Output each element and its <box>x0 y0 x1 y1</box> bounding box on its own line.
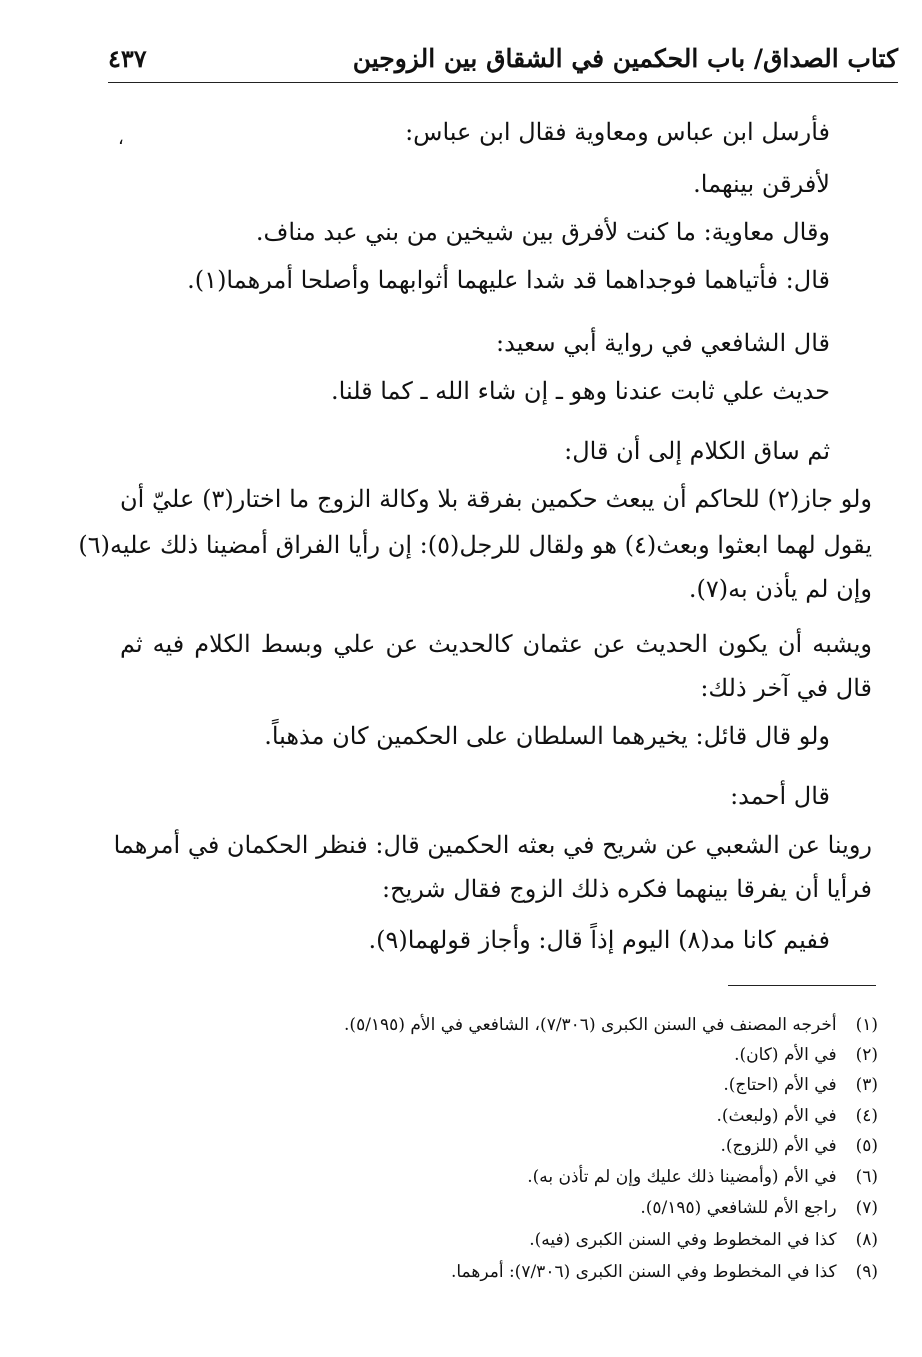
footnote-text: راجع الأم للشافعي (٥/١٩٥). <box>640 1198 837 1218</box>
footnote-text: في الأم (كان). <box>734 1045 837 1065</box>
text-line: روينا عن الشعبي عن شريح في بعثه الحكمين قال: فنظر الحكمان في أمرهما <box>113 831 872 859</box>
footnote-text: كذا في المخطوط وفي السنن الكبرى (٧/٣٠٦): أمرهما. <box>450 1262 837 1282</box>
footnote <box>723 1073 878 1097</box>
text-line: قال أحمد: <box>730 782 830 810</box>
header-rule <box>108 82 898 83</box>
text-line: وإن لم يأذن به(٧). <box>688 575 872 603</box>
footnote-number: (١) <box>855 1015 878 1035</box>
text-line: ويشبه أن يكون الحديث عن عثمان كالحديث عن علي وبسط الكلام فيه ثم <box>120 630 872 658</box>
footnote <box>451 1260 878 1284</box>
footnote-text: أخرجه المصنف في السنن الكبرى (٧/٣٠٦)، الشافعي في الأم (٥/١٩٥). <box>344 1015 837 1035</box>
footnote-number: (٤) <box>855 1106 878 1126</box>
footnote-number: (٨) <box>855 1230 878 1250</box>
text-line: قال الشافعي في رواية أبي سعيد: <box>496 329 830 357</box>
footnote-text: في الأم (للزوج). <box>720 1136 837 1156</box>
text-line: يقول لهما ابعثوا وبعث(٤) هو ولقال للرجل(٥): إن رأيا الفراق أمضينا ذلك عليه(٦) <box>78 531 872 559</box>
text-line: فرأيا أن يفرقا بينهما فكره ذلك الزوج فقال شريح: <box>381 875 872 903</box>
text-line: فأرسل ابن عباس ومعاوية فقال ابن عباس: <box>405 118 830 146</box>
text-line: لأفرقن بينهما. <box>693 170 830 198</box>
footnote-number: (٩) <box>855 1262 878 1282</box>
running-header <box>108 36 898 80</box>
footnote <box>734 1043 878 1067</box>
footnote-number: (٣) <box>855 1075 878 1095</box>
footnote-text: كذا في المخطوط وفي السنن الكبرى (فيه). <box>529 1230 837 1250</box>
text-line: ولو جاز(٢) للحاكم أن يبعث حكمين بفرقة بلا وكالة الزوج ما اختار(٣) عليّ أن <box>120 485 873 513</box>
footnote <box>529 1228 878 1252</box>
footnote <box>640 1196 878 1220</box>
text-line: قال في آخر ذلك: <box>700 674 872 702</box>
footnote <box>716 1104 878 1128</box>
text-line: ولو قال قائل: يخيرهما السلطان على الحكمين كان مذهباً. <box>264 722 830 750</box>
page-number: ٤٣٧ <box>108 43 147 73</box>
margin-mark: ، <box>118 128 124 149</box>
footnote <box>527 1165 878 1189</box>
text-line: حديث علي ثابت عندنا وهو ـ إن شاء الله ـ كما قلنا. <box>331 377 830 405</box>
text-line: وقال معاوية: ما كنت لأفرق بين شيخين من بني عبد مناف. <box>255 218 830 246</box>
text-line: قال: فأتياهما فوجداهما قد شدا عليهما أثوابهما وأصلحا أمرهما(١). <box>187 266 830 294</box>
footnote-number: (٧) <box>855 1198 878 1218</box>
footnote-number: (٢) <box>855 1045 878 1065</box>
footnote-rule <box>728 985 876 986</box>
footnote <box>344 1013 878 1037</box>
text-line: ثم ساق الكلام إلى أن قال: <box>564 437 830 465</box>
footnote-number: (٦) <box>855 1167 878 1187</box>
footnote-number: (٥) <box>855 1136 878 1156</box>
footnote-text: في الأم (احتاج). <box>723 1075 837 1095</box>
footnote-text: في الأم (ولبعث). <box>716 1106 837 1126</box>
footnote-text: في الأم (وأمضينا ذلك عليك وإن لم تأذن به). <box>527 1167 837 1187</box>
text-line: ففيم كانا مد(٨) اليوم إذاً قال: وأجاز قولهما(٩). <box>368 926 830 954</box>
header-title: كتاب الصداق/ باب الحكمين في الشقاق بين الزوجين <box>352 43 898 73</box>
footnote <box>721 1134 879 1158</box>
